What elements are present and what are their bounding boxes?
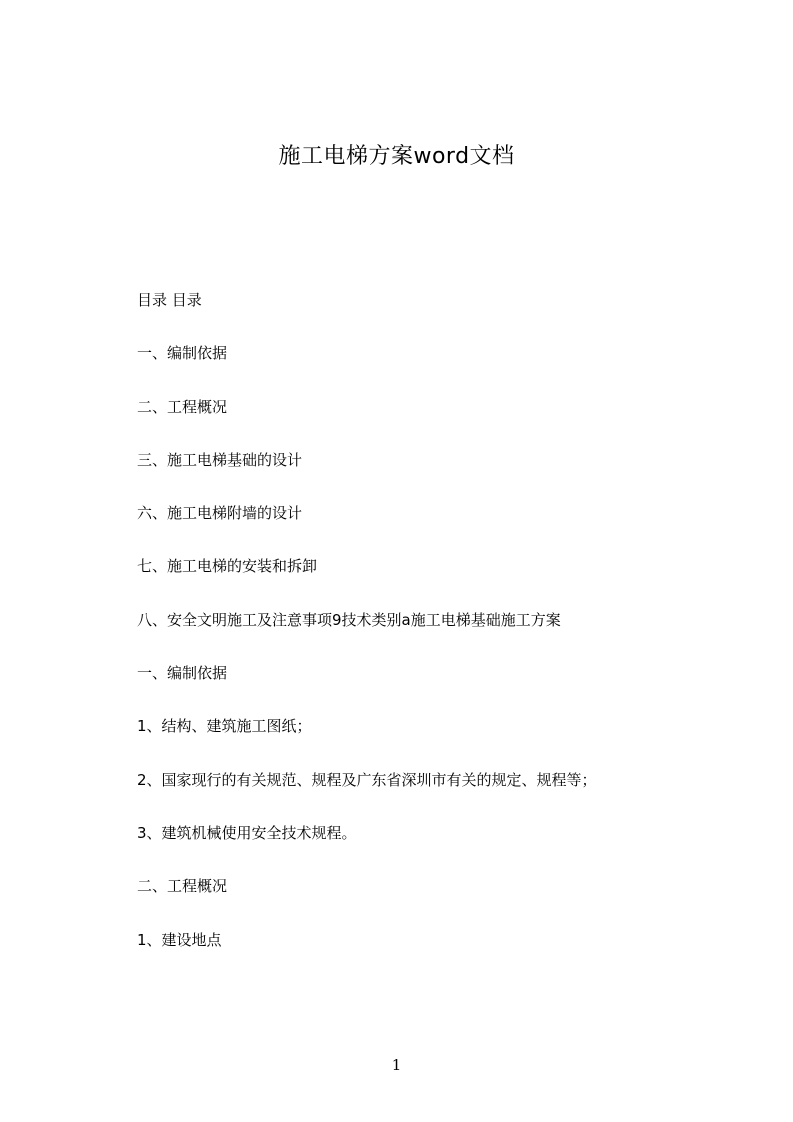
basis-item-2: 2、国家现行的有关规范、规程及广东省深圳市有关的规定、规程等； (137, 770, 597, 789)
toc-heading: 目录 目录 (137, 291, 202, 309)
page-number: 1 (391, 1056, 402, 1074)
document-body (137, 286, 697, 979)
document-title: 施工电梯方案word文档 (278, 144, 515, 169)
section-heading-overview: 二、工程概况 (137, 877, 228, 896)
toc-item-foundation-design: 三、施工电梯基础的设计 (137, 450, 303, 469)
toc-item-installation-removal: 七、施工电梯的安装和拆卸 (137, 557, 318, 576)
basis-item-1: 1、结构、建筑施工图纸； (137, 717, 312, 736)
toc-item-basis: 一、编制依据 (137, 344, 228, 363)
toc-item-wall-attachment-design: 六、施工电梯附墙的设计 (137, 504, 303, 523)
overview-item-1: 1、建设地点 (137, 930, 222, 949)
toc-item-safety: 八、安全文明施工及注意事项9技术类别a施工电梯基础施工方案 (137, 610, 561, 629)
basis-item-3: 3、建筑机械使用安全技术规程。 (137, 823, 357, 842)
toc-item-overview: 二、工程概况 (137, 397, 228, 416)
section-heading-basis: 一、编制依据 (137, 664, 228, 683)
